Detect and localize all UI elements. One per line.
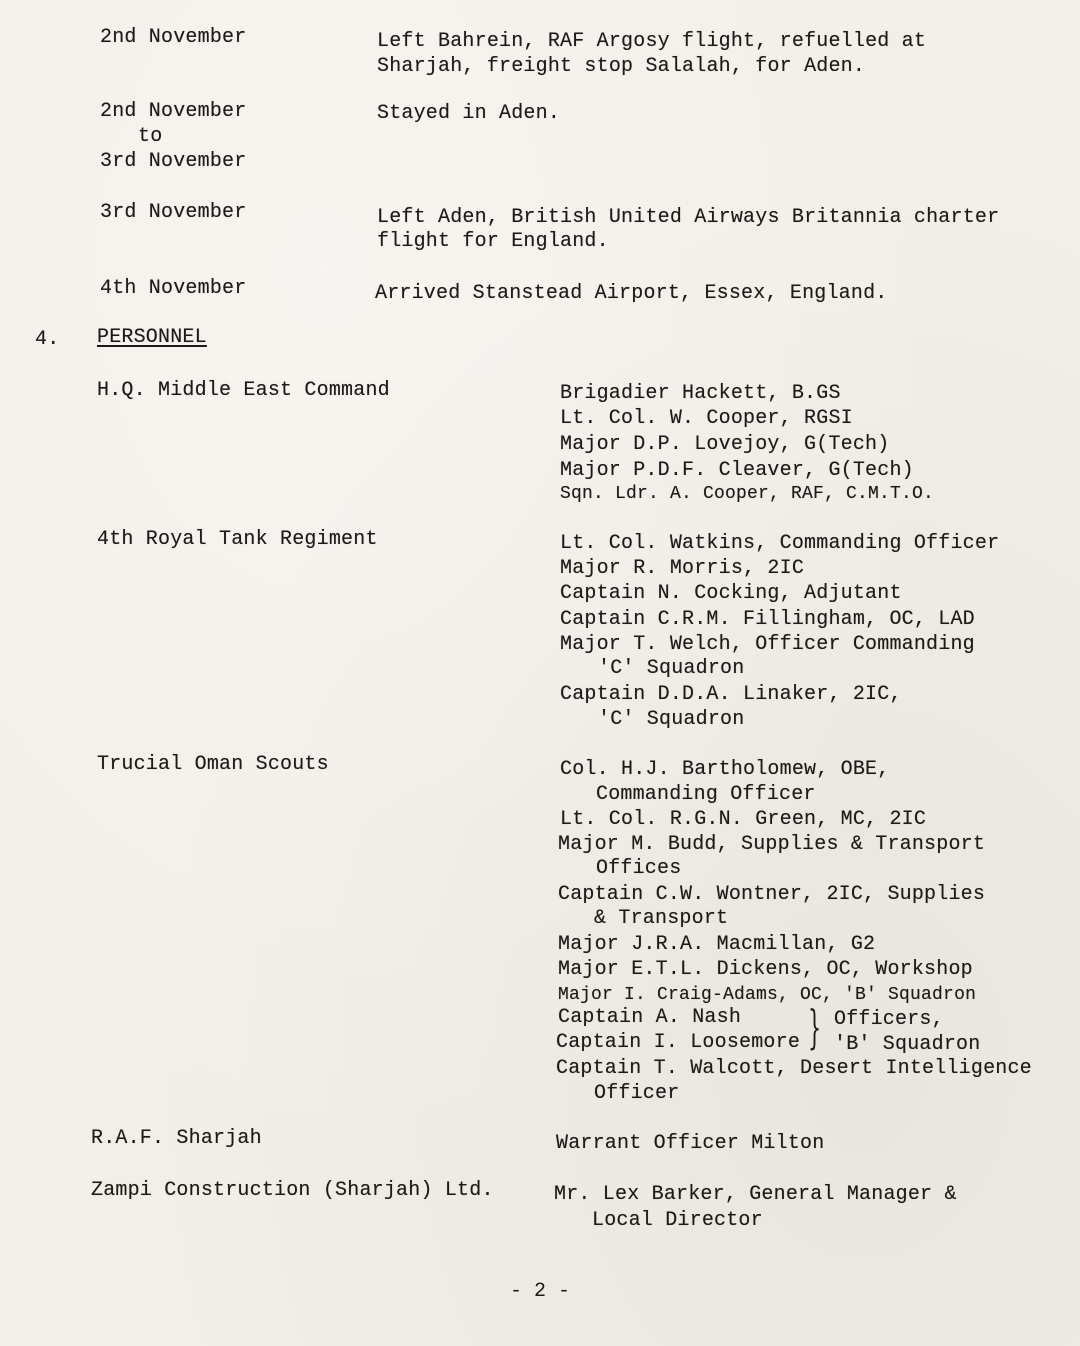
member: 'C' Squadron <box>598 708 745 731</box>
brace-glyph: } <box>808 1000 822 1054</box>
member: Major P.D.F. Cleaver, G(Tech) <box>560 459 914 482</box>
itinerary-text: Arrived Stanstead Airport, Essex, England. <box>375 282 888 305</box>
itinerary-text: Sharjah, freight stop Salalah, for Aden. <box>377 55 866 78</box>
itinerary-date: 2nd November <box>100 26 247 49</box>
member: Major M. Budd, Supplies & Transport <box>558 833 986 856</box>
member: Col. H.J. Bartholomew, OBE, <box>560 758 890 781</box>
itinerary-text: Stayed in Aden. <box>377 102 561 125</box>
member: Lt. Col. W. Cooper, RGSI <box>560 407 853 430</box>
member: Major R. Morris, 2IC <box>560 557 805 580</box>
member: Lt. Col. Watkins, Commanding Officer <box>560 532 1000 555</box>
member: Warrant Officer Milton <box>556 1132 825 1155</box>
member: Major E.T.L. Dickens, OC, Workshop <box>558 958 973 981</box>
itinerary-text: flight for England. <box>377 230 609 253</box>
member: & Transport <box>594 907 729 930</box>
member: Local Director <box>592 1209 763 1232</box>
member: Captain D.D.A. Linaker, 2IC, <box>560 683 902 706</box>
unit-name: Trucial Oman Scouts <box>97 753 329 776</box>
member: Officer <box>594 1082 680 1105</box>
member: 'C' Squadron <box>598 657 745 680</box>
member: Brigadier Hackett, B.GS <box>560 382 841 405</box>
section-title: PERSONNEL <box>97 326 207 349</box>
unit-name: Zampi Construction (Sharjah) Ltd. <box>91 1179 494 1202</box>
member: Captain C.W. Wontner, 2IC, Supplies <box>558 883 986 906</box>
member: Major J.R.A. Macmillan, G2 <box>558 933 876 956</box>
member: Commanding Officer <box>596 783 816 806</box>
itinerary-text: Left Aden, British United Airways Britannia charter <box>377 206 1000 229</box>
member: Captain C.R.M. Fillingham, OC, LAD <box>560 608 975 631</box>
itinerary-date: to <box>138 125 163 148</box>
member: 'B' Squadron <box>834 1033 981 1056</box>
itinerary-date: 4th November <box>100 277 247 300</box>
member: Captain N. Cocking, Adjutant <box>560 582 902 605</box>
itinerary-text: Left Bahrein, RAF Argosy flight, refuelled at <box>377 30 927 53</box>
section-number: 4. <box>35 328 60 351</box>
member: Captain A. Nash <box>558 1006 742 1029</box>
member: Officers, <box>834 1008 944 1031</box>
member: Lt. Col. R.G.N. Green, MC, 2IC <box>560 808 927 831</box>
member: Mr. Lex Barker, General Manager & <box>554 1183 957 1206</box>
unit-name: 4th Royal Tank Regiment <box>97 528 378 551</box>
member: Major T. Welch, Officer Commanding <box>560 633 975 656</box>
unit-name: R.A.F. Sharjah <box>91 1127 262 1150</box>
member: Major D.P. Lovejoy, G(Tech) <box>560 433 890 456</box>
member: Offices <box>596 857 682 880</box>
member: Major I. Craig-Adams, OC, 'B' Squadron <box>558 985 977 1005</box>
member: Captain I. Loosemore <box>556 1031 801 1054</box>
itinerary-date: 3rd November <box>100 150 247 173</box>
itinerary-date: 3rd November <box>100 201 247 224</box>
unit-name: H.Q. Middle East Command <box>97 379 390 402</box>
page-number: - 2 - <box>509 1280 570 1303</box>
itinerary-date: 2nd November <box>100 100 247 123</box>
member: Captain T. Walcott, Desert Intelligence <box>556 1057 1032 1080</box>
member: Sqn. Ldr. A. Cooper, RAF, C.M.T.O. <box>560 484 935 504</box>
